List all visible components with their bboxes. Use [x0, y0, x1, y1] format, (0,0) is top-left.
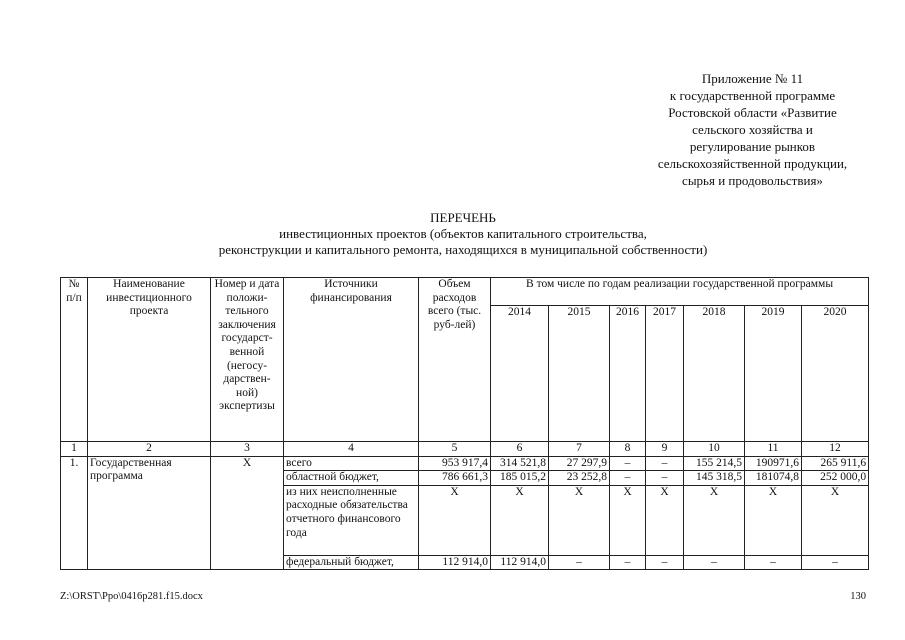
column-number: 2: [88, 442, 211, 457]
header-year: 2015: [549, 306, 610, 442]
year-amount: Х: [745, 485, 802, 555]
appendix-block: [620, 70, 885, 189]
column-number: 12: [802, 442, 869, 457]
appendix-line: сельскохозяйственной продукции,: [657, 156, 848, 171]
appendix-line: Ростовской области «Развитие: [668, 105, 837, 120]
year-amount: Х: [646, 485, 684, 555]
year-amount: Х: [802, 485, 869, 555]
column-number-row: [61, 442, 869, 457]
funding-source: федеральный бюджет,: [284, 555, 419, 570]
year-amount: Х: [491, 485, 549, 555]
header-year: 2016: [610, 306, 646, 442]
total-amount: 112 914,0: [419, 555, 491, 570]
funding-source: из них неисполненные расходные обязательства отчетного финансового года: [284, 485, 419, 555]
appendix-line: к государственной программе: [669, 88, 836, 103]
column-number: 11: [745, 442, 802, 457]
header-project-name: Наименование инвестиционного проекта: [88, 278, 211, 442]
header-year: 2018: [684, 306, 745, 442]
document-subtitle-line: реконструкции и капитального ремонта, находящихся в муниципальной собственности): [218, 242, 708, 257]
year-amount: –: [745, 555, 802, 570]
column-number: 1: [61, 442, 88, 457]
year-amount: –: [549, 555, 610, 570]
document-subtitle-line: инвестиционных проектов (объектов капитального строительства,: [279, 226, 647, 241]
table-row: [61, 456, 869, 471]
header-volume: Объем расходов всего (тыс. руб-лей): [419, 278, 491, 442]
year-amount: –: [610, 471, 646, 486]
column-number: 3: [211, 442, 284, 457]
year-amount: Х: [549, 485, 610, 555]
entry-project-name: Государственная программа: [88, 456, 211, 570]
column-number: 4: [284, 442, 419, 457]
header-year: 2019: [745, 306, 802, 442]
year-amount: –: [646, 555, 684, 570]
year-amount: –: [610, 555, 646, 570]
year-amount: 27 297,9: [549, 456, 610, 471]
year-amount: 190971,6: [745, 456, 802, 471]
year-amount: 314 521,8: [491, 456, 549, 471]
year-amount: –: [802, 555, 869, 570]
funding-source: всего: [284, 456, 419, 471]
header-sources: Источники финансирования: [284, 278, 419, 442]
year-amount: 112 914,0: [491, 555, 549, 570]
appendix-line: Приложение № 11: [701, 71, 804, 86]
year-amount: Х: [610, 485, 646, 555]
year-amount: 155 214,5: [684, 456, 745, 471]
document-title: ПЕРЕЧЕНЬ: [430, 210, 496, 225]
document-heading: [60, 210, 866, 258]
total-amount: 786 661,3: [419, 471, 491, 486]
header-year: 2017: [646, 306, 684, 442]
appendix-line: сельского хозяйства и: [692, 122, 813, 137]
funding-source: областной бюджет,: [284, 471, 419, 486]
year-amount: 181074,8: [745, 471, 802, 486]
entry-expertise: Х: [211, 456, 284, 570]
column-number: 9: [646, 442, 684, 457]
total-amount: 953 917,4: [419, 456, 491, 471]
column-number: 10: [684, 442, 745, 457]
year-amount: 252 000,0: [802, 471, 869, 486]
column-number: 6: [491, 442, 549, 457]
year-amount: –: [684, 555, 745, 570]
header-year: 2014: [491, 306, 549, 442]
column-number: 7: [549, 442, 610, 457]
header-expertise: Номер и дата положи-тельного заключения государст-венной (негосу-дарствен-ной) экспертизы: [211, 278, 284, 442]
header-row: [61, 278, 869, 306]
appendix-line: регулирование рынков: [689, 139, 816, 154]
year-amount: 265 911,6: [802, 456, 869, 471]
column-number: 8: [610, 442, 646, 457]
year-amount: 145 318,5: [684, 471, 745, 486]
year-amount: 23 252,8: [549, 471, 610, 486]
header-years-group: В том числе по годам реализации государственной программы: [491, 278, 869, 306]
year-amount: –: [610, 456, 646, 471]
year-amount: Х: [684, 485, 745, 555]
year-amount: –: [646, 456, 684, 471]
appendix-line: сырья и продовольствия»: [682, 173, 823, 188]
year-amount: 185 015,2: [491, 471, 549, 486]
entry-num: 1.: [61, 456, 88, 570]
total-amount: Х: [419, 485, 491, 555]
header-year: 2020: [802, 306, 869, 442]
column-number: 5: [419, 442, 491, 457]
header-num: № п/п: [61, 278, 88, 442]
investment-projects-table: [60, 277, 869, 570]
footer-page-number: 130: [850, 591, 866, 602]
year-amount: –: [646, 471, 684, 486]
footer-file-path: Z:\ORST\Ppo\0416p281.f15.docx: [60, 591, 203, 602]
